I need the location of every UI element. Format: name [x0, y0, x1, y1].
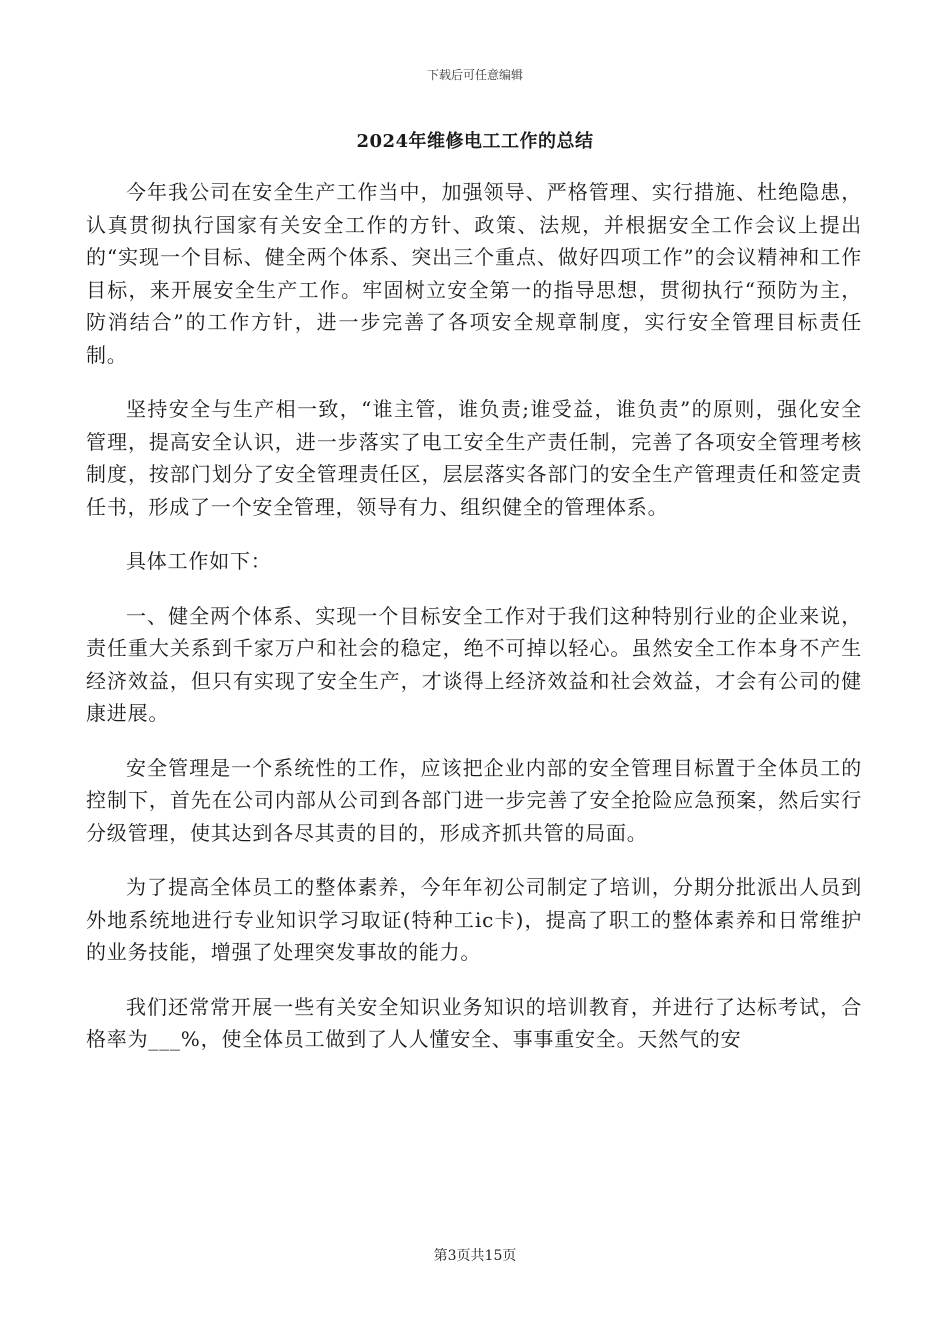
paragraph: 今年我公司在安全生产工作当中，加强领导、严格管理、实行措施、杜绝隐患，认真贯彻执行国家有关安全工作的方针、政策、法规，并根据安全工作会议上提出的“实现一个目标、健全两个体系、突出三个重点、做好四项工作”的会议精神和工作目标，来开展安全生产工作。牢固树立安全第一的指导思想，贯彻执行“预防为主，防消结合”的工作方针，进一步完善了各项安全规章制度，实行安全管理目标责任制。	[86, 180, 862, 367]
paragraph: 坚持安全与生产相一致，“谁主管，谁负责;谁受益，谁负责”的原则，强化安全管理，提高安全认识，进一步落实了电工安全生产责任制，完善了各项安全管理考核制度，按部门划分了安全管理责任区，层层落实各部门的安全生产管理责任和签定责任书，形成了一个安全管理，领导有力、组织健全的管理体系。	[86, 397, 862, 519]
page-number-footer: 第3页共15页	[433, 1248, 517, 1264]
paragraph: 安全管理是一个系统性的工作，应该把企业内部的安全管理目标置于全体员工的控制下，首先在公司内部从公司到各部门进一步完善了安全抢险应急预案，然后实行分级管理，使其达到各尽其责的目的，形成齐抓共管的局面。	[86, 755, 862, 845]
paragraph: 一、健全两个体系、实现一个目标安全工作对于我们这种特别行业的企业来说，责任重大关系到千家万户和社会的稳定，绝不可掉以轻心。虽然安全工作本身不产生经济效益，但只有实现了安全生产，才谈得上经济效益和社会效益，才会有公司的健康进展。	[86, 603, 862, 725]
header-note: 下载后可任意编辑	[426, 68, 523, 82]
paragraph: 具体工作如下：	[126, 549, 272, 573]
paragraph: 为了提高全体员工的整体素养，今年年初公司制定了培训，分期分批派出人员到外地系统地进行专业知识学习取证(特种工ic卡)，提高了职工的整体素养和日常维护的业务技能，增强了处理突发事故的能力。	[86, 875, 862, 964]
document-body	[86, 176, 862, 1078]
document-title: 2024年维修电工工作的总结	[356, 131, 594, 152]
paragraph: 我们还常常开展一些有关安全知识业务知识的培训教育，并进行了达标考试，合格率为___%，使全体员工做到了人人懂安全、事事重安全。天然气的安	[86, 994, 862, 1051]
